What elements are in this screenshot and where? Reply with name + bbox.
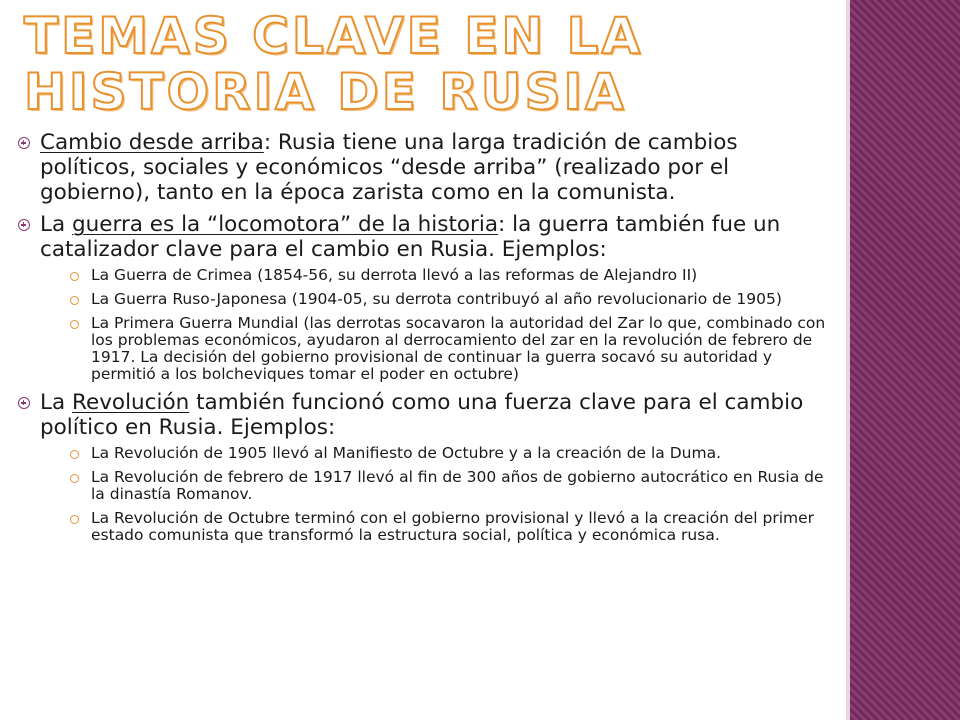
sub-bullet-revolution-1905 [40, 445, 840, 462]
ring-icon [70, 320, 79, 329]
sub-bullet-list [40, 267, 840, 383]
sub-bullet-text: La Revolución de 1905 llevó al Manifiesto de Octubre y a la creación de la Duma. [91, 444, 722, 462]
decorative-sidebar [846, 0, 960, 720]
slide-body [18, 130, 840, 551]
point-prefix: La [40, 390, 72, 415]
sub-bullet-world-war-one [40, 315, 840, 383]
point-text: también funcionó como una fuerza clave para el cambio político en Rusia. Ejemplos: [40, 390, 804, 440]
ring-icon [70, 450, 79, 459]
circled-plus-icon [18, 397, 30, 409]
ring-icon [70, 272, 79, 281]
point-key-term: Cambio desde arriba [40, 130, 264, 155]
slide-title: TEMAS CLAVE EN LA HISTORIA DE RUSIA [24, 7, 644, 121]
bullet-point-war [18, 212, 840, 383]
sub-bullet-text: La Revolución de febrero de 1917 llevó al fin de 300 años de gobierno autocrático en Rusia de la dinastía Romanov. [91, 468, 824, 503]
sub-bullet-russo-japanese-war [40, 291, 840, 308]
point-text: : la guerra también fue un catalizador clave para el cambio en Rusia. Ejemplos: [40, 212, 781, 262]
bullet-point-change-from-above [18, 130, 840, 205]
sub-bullet-text: La Revolución de Octubre terminó con el gobierno provisional y llevó a la creación del primer estado comunista que transformó la estructura social, política y económica rusa. [91, 509, 815, 544]
sub-bullet-text: La Primera Guerra Mundial (las derrotas socavaron la autoridad del Zar lo que, combinado con los problemas económicos, ayudaron al derrocamiento del zar en la revolución de febrero de 1917. La decisión del gobierno provisional de continuar la guerra socavó su autoridad y permitió a los bolcheviques tomar el poder en octubre) [91, 314, 826, 383]
point-key-term: Revolución [72, 390, 190, 415]
sub-bullet-crimean-war [40, 267, 840, 284]
sub-bullet-october-revolution [40, 510, 840, 544]
point-prefix: La [40, 212, 72, 237]
sub-bullet-february-revolution [40, 469, 840, 503]
circled-plus-icon [18, 137, 30, 149]
bullet-list [18, 130, 840, 544]
ring-icon [70, 296, 79, 305]
ring-icon [70, 515, 79, 524]
point-text: : Rusia tiene una larga tradición de cambios políticos, sociales y económicos “desde arriba” (realizado por el gobierno), tanto en la época zarista como en la comunista. [40, 130, 738, 205]
sub-bullet-list [40, 445, 840, 544]
bullet-point-revolution [18, 390, 840, 544]
sub-bullet-text: La Guerra Ruso-Japonesa (1904-05, su derrota contribuyó al año revolucionario de 1905) [91, 290, 782, 308]
ring-icon [70, 474, 79, 483]
sidebar-edge [846, 0, 850, 720]
sub-bullet-text: La Guerra de Crimea (1854-56, su derrota llevó a las reformas de Alejandro II) [91, 266, 698, 284]
circled-plus-icon [18, 219, 30, 231]
point-key-term: guerra es la “locomotora” de la historia [72, 212, 499, 237]
